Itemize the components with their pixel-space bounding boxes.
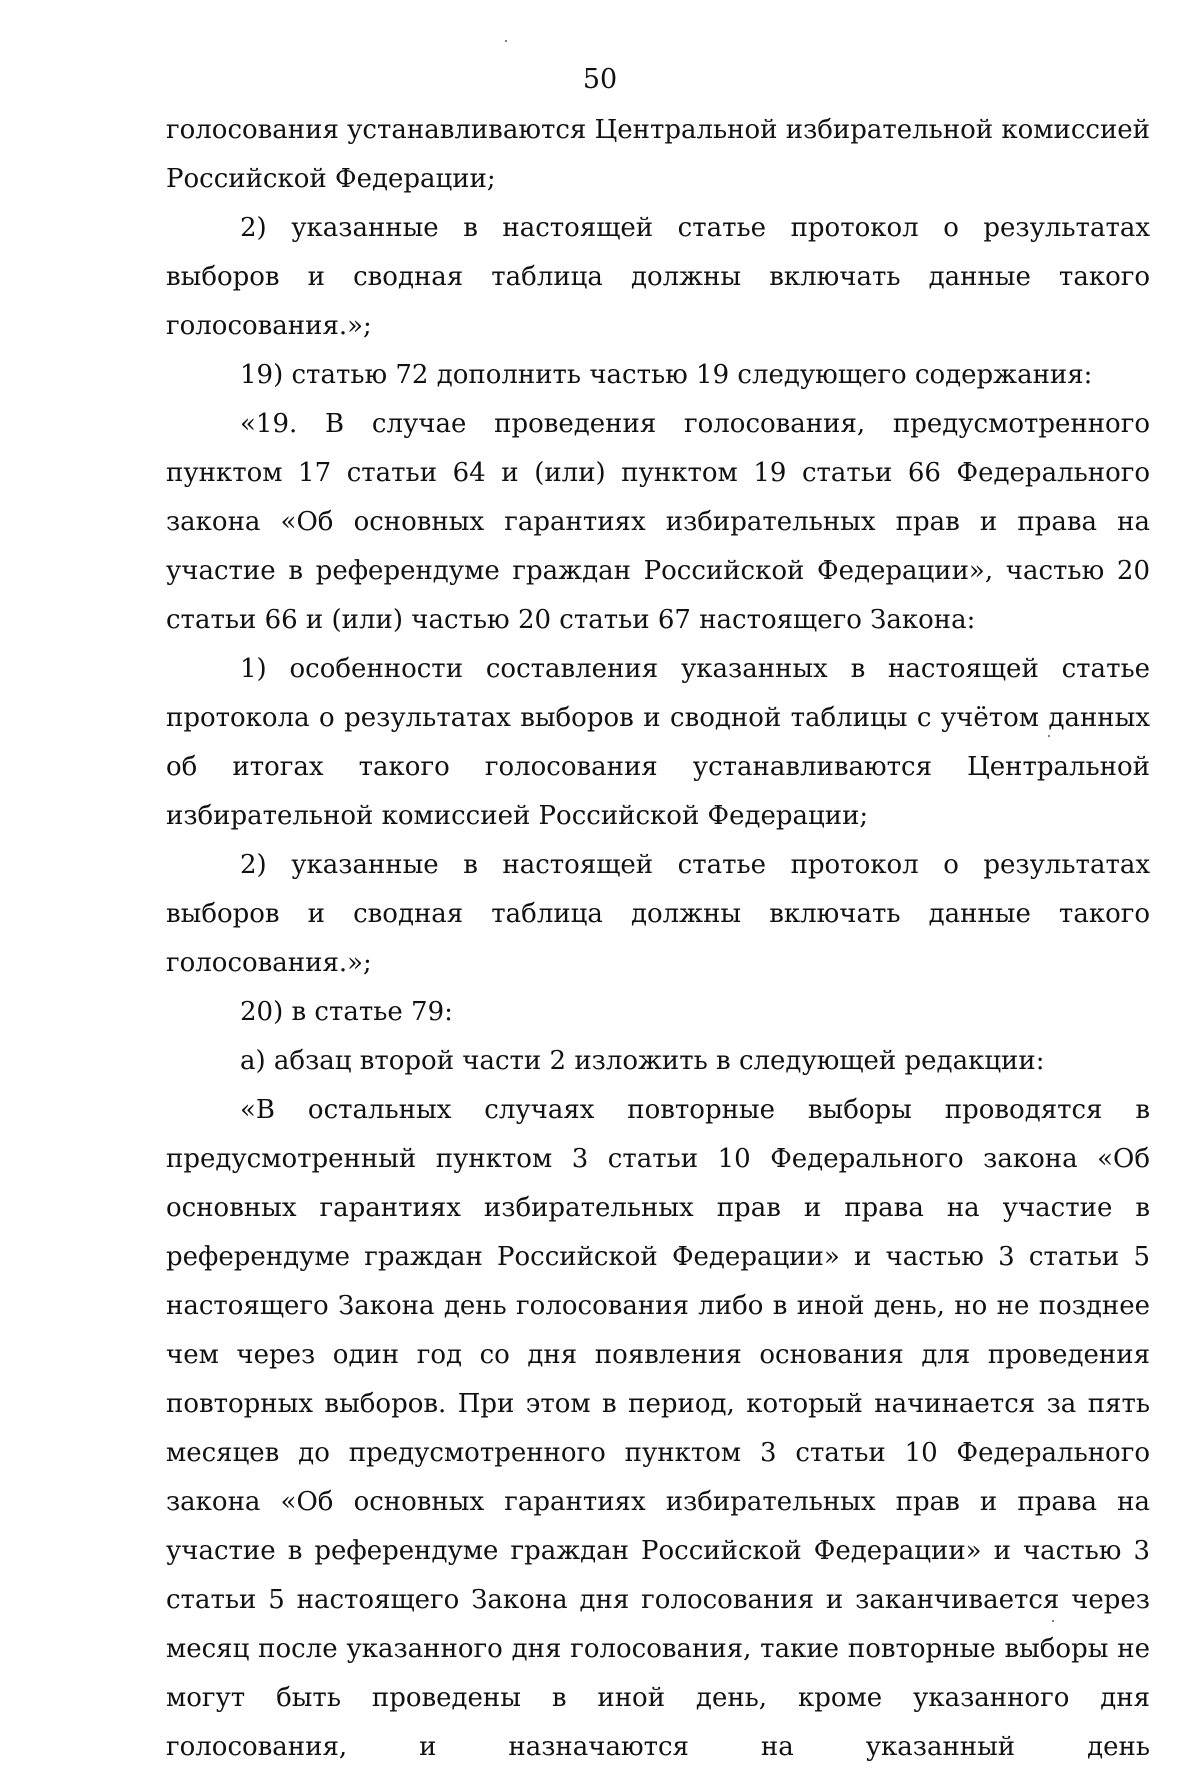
scan-speck	[1048, 735, 1050, 737]
paragraph-subitem-1: 1) особенности составления указанных в настоящей статье протокола о результатах выборов и сводной таблицы с учётом данных об итогах такого голосования устанавливаются Центральной избирательной комиссией Российской Федерации;	[166, 654, 1150, 831]
scan-speck	[1052, 1620, 1054, 1622]
paragraph-quote-19: «19. В случае проведения голосования, предусмотренного пунктом 17 статьи 64 и (или) пунктом 19 статьи 66 Федерального закона «Об основных гарантиях избирательных прав и права на участие в референдуме граждан Российской Федерации», частью 20 статьи 66 и (или) частью 20 статьи 67 настоящего Закона:	[166, 409, 1150, 635]
paragraph-continuation: голосования устанавливаются Центральной избирательной комиссией Российской Федерации;	[166, 115, 1151, 194]
paragraph-item-19: 19) статью 72 дополнить частью 19 следующего содержания:	[240, 360, 1093, 390]
scan-speck	[505, 40, 507, 42]
paragraph-subitem-a: а) абзац второй части 2 изложить в следующей редакции:	[240, 1046, 1045, 1076]
page-number: 50	[582, 64, 618, 95]
document-body	[166, 106, 1150, 1772]
paragraph-quote-repeat-elections: «В остальных случаях повторные выборы проводятся в предусмотренный пунктом 3 статьи 10 Федерального закона «Об основных гарантиях избирательных прав и права на участие в референдуме граждан Российской Федерации» и частью 3 статьи 5 настоящего Закона день голосования либо в иной день, но не позднее чем через один год со дня появления основания для проведения повторных выборов. При этом в период, который начинается за пять месяцев до предусмотренного пунктом 3 статьи 10 Федерального закона «Об основных гарантиях избирательных прав и права на участие в референдуме граждан Российской Федерации» и частью 3 статьи 5 настоящего Закона дня голосования и заканчивается через месяц после указанного дня голосования, такие повторные выборы не могут быть проведены в иной день, кроме указанного дня голосования, и назначаются на указанный день	[166, 1095, 1150, 1762]
paragraph-subitem-2: 2) указанные в настоящей статье протокол о результатах выборов и сводная таблица должны включать данные такого голосования.»;	[166, 850, 1150, 978]
paragraph-item-2: 2) указанные в настоящей статье протокол о результатах выборов и сводная таблица должны включать данные такого голосования.»;	[166, 213, 1150, 341]
paragraph-item-20: 20) в статье 79:	[240, 997, 453, 1027]
